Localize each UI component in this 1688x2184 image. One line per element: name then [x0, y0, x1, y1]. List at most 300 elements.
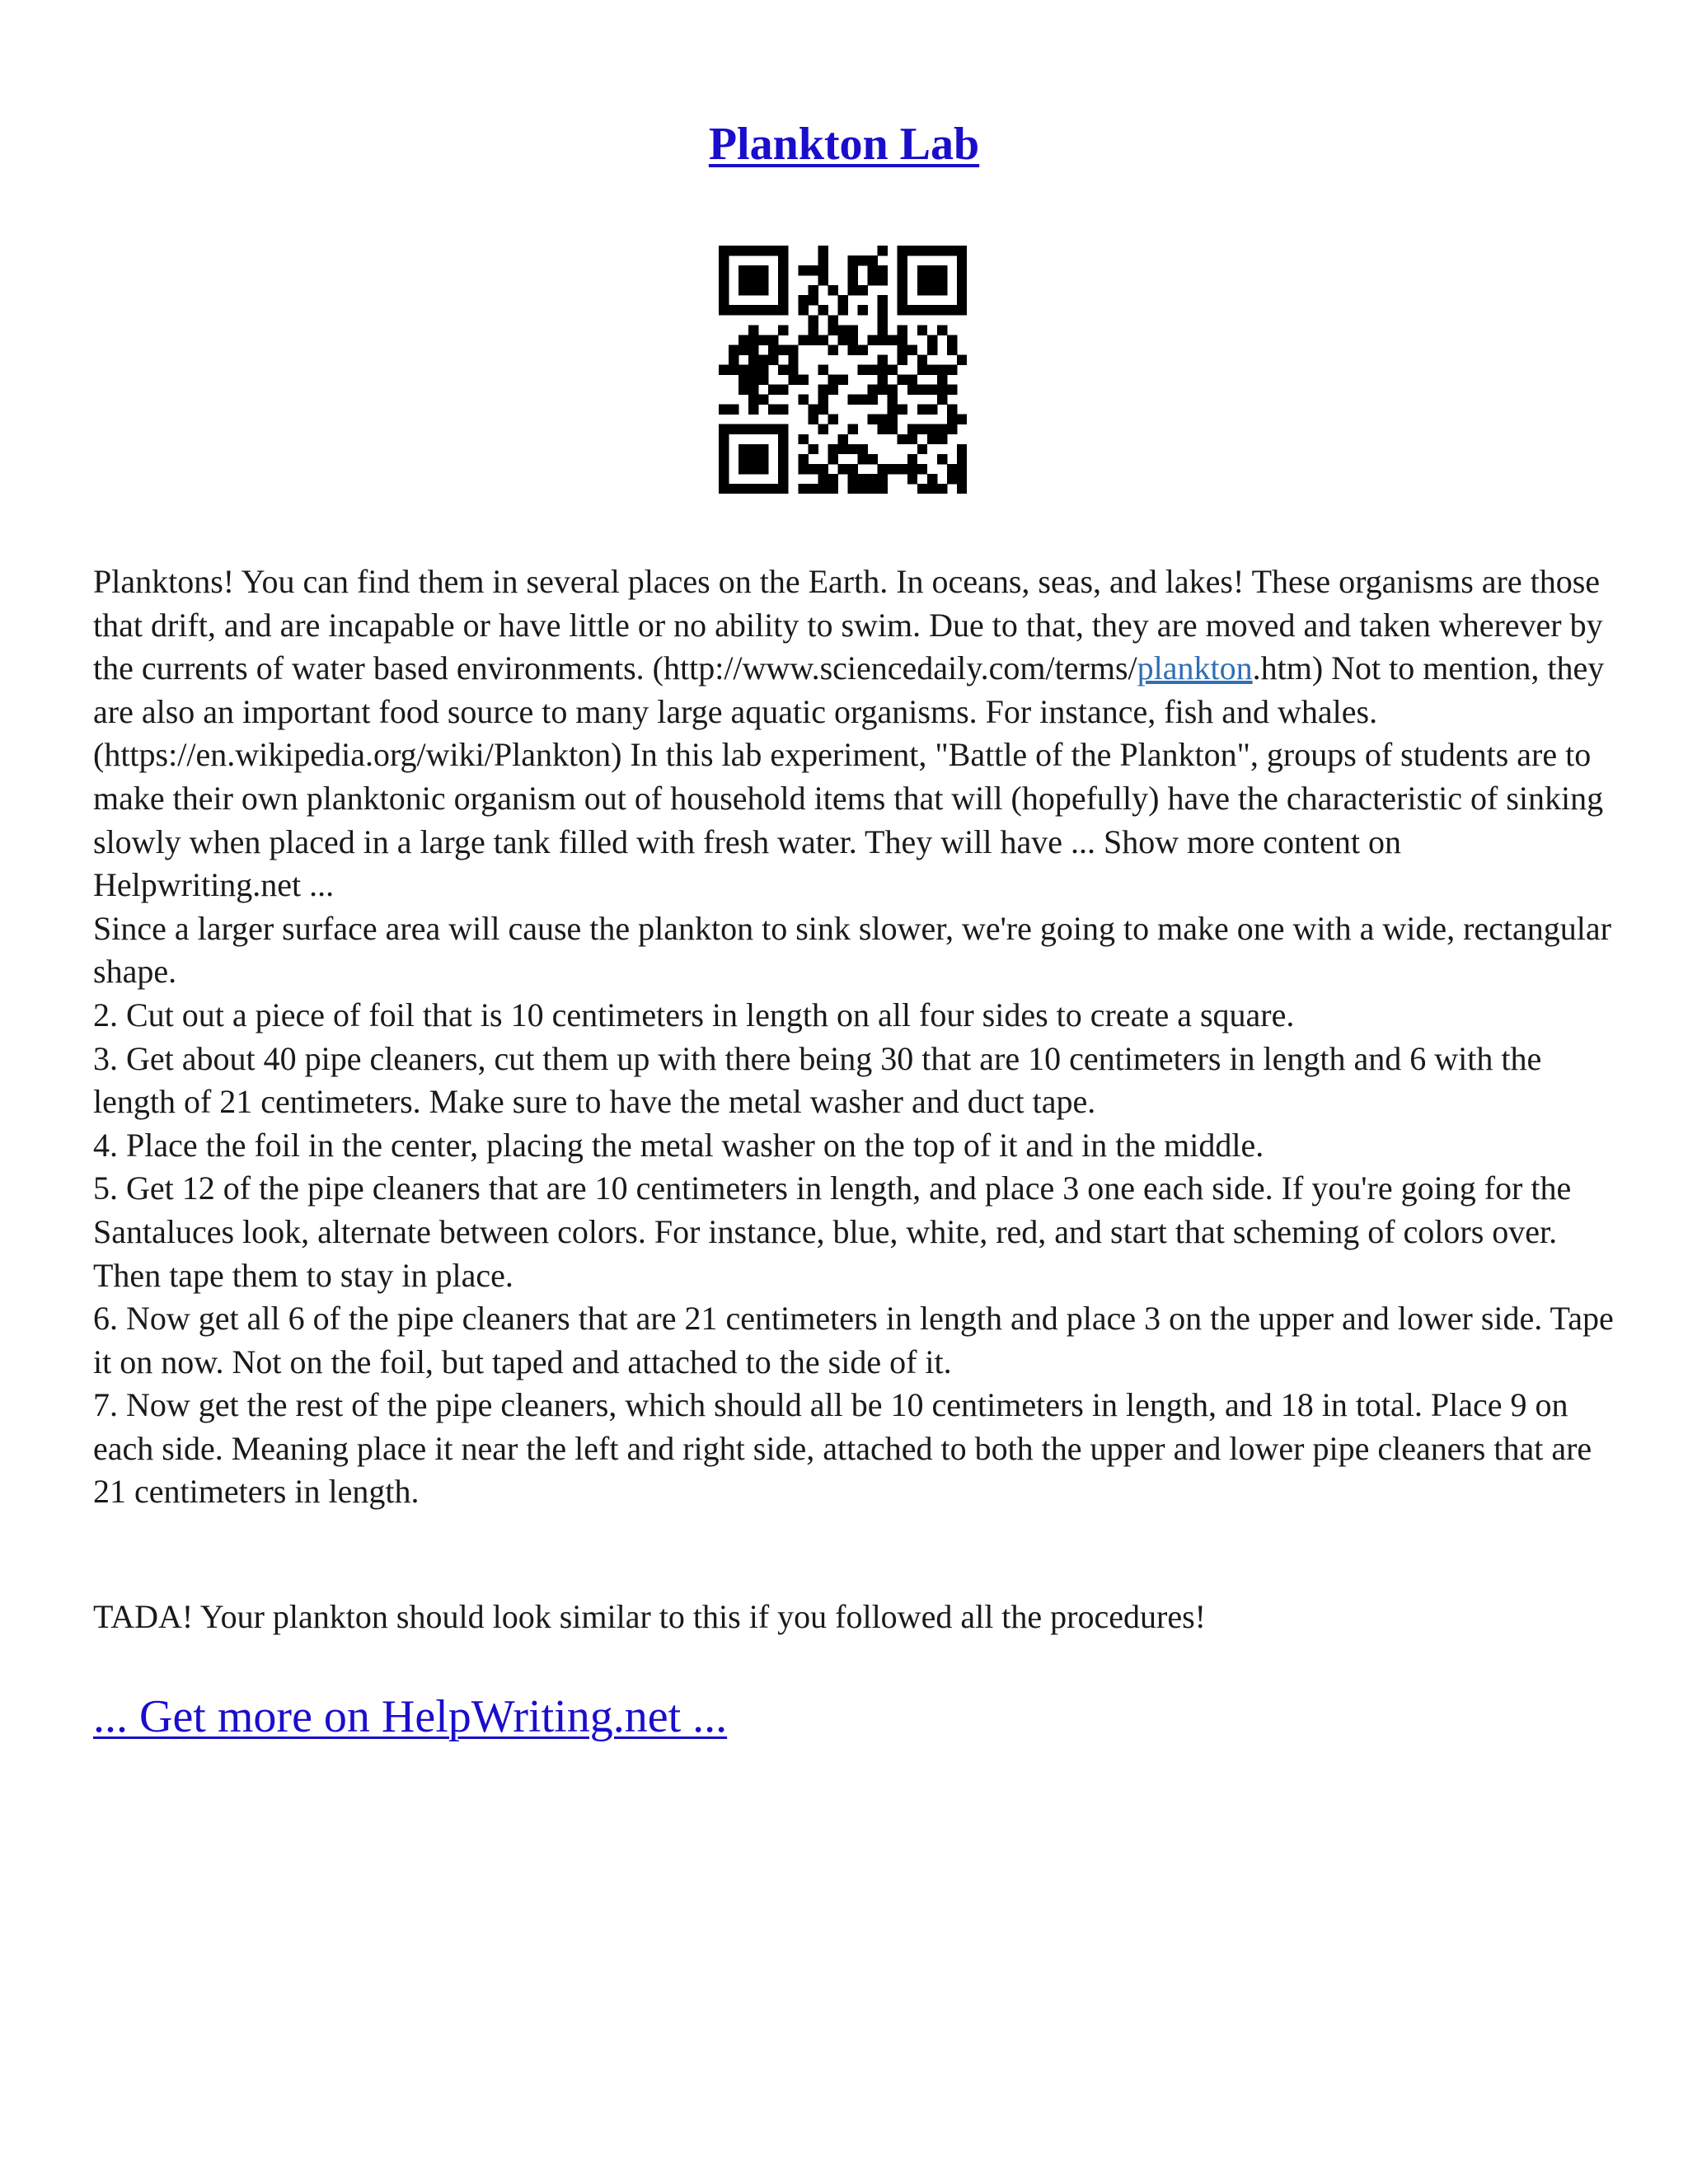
qr-module [828, 454, 837, 464]
qr-module [957, 444, 967, 454]
qr-module [947, 364, 957, 374]
qr-module [768, 424, 778, 434]
qr-module [719, 255, 729, 265]
qr-module [719, 275, 729, 285]
qr-module [848, 444, 858, 454]
qr-module [937, 454, 947, 464]
qr-module [738, 464, 748, 474]
qr-module [937, 424, 947, 434]
qr-module [719, 484, 729, 494]
qr-module [848, 484, 858, 494]
qr-module [878, 305, 888, 315]
qr-module [898, 375, 907, 385]
qr-module [848, 474, 858, 484]
qr-module [937, 285, 947, 295]
qr-module [729, 354, 738, 364]
qr-module [878, 275, 888, 285]
qr-module [748, 246, 758, 255]
qr-module [828, 444, 837, 454]
qr-module [947, 474, 957, 484]
qr-module [778, 344, 788, 354]
qr-module [907, 454, 917, 464]
qr-module [848, 395, 858, 405]
step-7: 7. Now get the rest of the pipe cleaners, which should all be 10 centimeters in length, and 18 in total. Place 9 on each side. Meaning place it near the left and right side, attached to both the upper and lower pipe cleaners that are 21 centimeters in length. [93, 1386, 1592, 1511]
qr-module [858, 255, 868, 265]
qr-module [837, 335, 847, 344]
qr-module [927, 246, 937, 255]
qr-module [957, 464, 967, 474]
qr-module [748, 464, 758, 474]
qr-module [818, 474, 828, 484]
qr-module [907, 305, 917, 315]
qr-module [758, 246, 768, 255]
qr-module [848, 325, 858, 335]
qr-module [828, 344, 837, 354]
qr-module [798, 395, 808, 405]
qr-module [927, 305, 937, 315]
qr-module [768, 405, 778, 415]
qr-module [888, 364, 898, 374]
qr-module [808, 325, 818, 335]
qr-module [927, 385, 937, 395]
qr-module [778, 385, 788, 395]
plankton-link[interactable]: plankton [1137, 649, 1253, 687]
qr-module [748, 444, 758, 454]
qr-module [758, 395, 768, 405]
page-title [0, 115, 1688, 173]
intro-text-part2: .htm) Not to mention, they are also an important food source to many large aquatic organisms. For instance, fish and whales. (https://en.wikipedia.org/wiki/Plankton) In this lab experiment, "Battle of the Plankton", groups of students are to make their own planktonic organism out of household items that will (hopefully) have the characteristic of sinking slowly when placed in a large tank filled with fresh water. They will have ... Show more content on Helpwriting.net ... [93, 649, 1605, 904]
qr-module [738, 265, 748, 275]
qr-module [719, 464, 729, 474]
qr-module [878, 474, 888, 484]
qr-module [738, 344, 748, 354]
qr-module [719, 364, 729, 374]
step-4: 4. Place the foil in the center, placing the metal washer on the top of it and in the middle. [93, 1126, 1264, 1164]
qr-module [808, 484, 818, 494]
qr-module [957, 265, 967, 275]
qr-module [798, 434, 808, 444]
qr-module [917, 484, 927, 494]
qr-module [947, 335, 957, 344]
qr-module [748, 305, 758, 315]
qr-module [858, 344, 868, 354]
qr-module [808, 464, 818, 474]
qr-module [848, 344, 858, 354]
qr-module [917, 424, 927, 434]
qr-module [868, 364, 878, 374]
qr-module [888, 464, 898, 474]
qr-module [778, 325, 788, 335]
qr-module [798, 305, 808, 315]
qr-module [719, 246, 729, 255]
qr-module [808, 444, 818, 454]
qr-module [927, 405, 937, 415]
qr-module [858, 474, 868, 484]
qr-module [808, 285, 818, 295]
qr-module [828, 325, 837, 335]
qr-module [778, 424, 788, 434]
qr-module [748, 364, 758, 374]
qr-module [957, 305, 967, 315]
qr-module [778, 434, 788, 444]
qr-module [729, 364, 738, 374]
qr-module [837, 444, 847, 454]
qr-module [798, 375, 808, 385]
qr-module [898, 275, 907, 285]
qr-module [818, 424, 828, 434]
qr-module [738, 375, 748, 385]
qr-module [758, 484, 768, 494]
qr-module [937, 305, 947, 315]
qr-module [888, 405, 898, 415]
qr-module [808, 295, 818, 305]
qr-module [878, 375, 888, 385]
qr-module [848, 424, 858, 434]
qr-module [798, 295, 808, 305]
intro-text-part1: Planktons! You can find them in several places on the Earth. In oceans, seas, and lakes! These organisms are those that drift, and are incapable or have little or no ability to swim. Due to that, they are moved and taken wherever by the currents of water based environments. (http://www.sciencedaily.com/terms/ [93, 563, 1603, 687]
qr-module [907, 474, 917, 484]
qr-module [778, 246, 788, 255]
qr-module [888, 424, 898, 434]
qr-module [898, 354, 907, 364]
qr-module [858, 444, 868, 454]
qr-module [719, 454, 729, 464]
qr-module [937, 265, 947, 275]
tada-paragraph: TADA! Your plankton should look similar to this if you followed all the procedures! [93, 1598, 1206, 1635]
qr-module [898, 255, 907, 265]
qr-module [947, 246, 957, 255]
qr-module [748, 275, 758, 285]
get-more-link[interactable]: ... Get more on HelpWriting.net ... [93, 1691, 728, 1742]
qr-module [758, 444, 768, 454]
qr-module [758, 265, 768, 275]
qr-module [758, 424, 768, 434]
qr-module [898, 335, 907, 344]
qr-module [748, 344, 758, 354]
qr-module [788, 375, 798, 385]
qr-module [758, 375, 768, 385]
qr-module [748, 375, 758, 385]
more-link-line [93, 1688, 727, 1746]
qr-module [788, 354, 798, 364]
qr-module [837, 305, 847, 315]
qr-module [937, 385, 947, 395]
qr-module [729, 405, 738, 415]
qr-module [818, 335, 828, 344]
qr-module [917, 385, 927, 395]
qr-module [878, 385, 888, 395]
qr-module [788, 344, 798, 354]
qr-module [748, 454, 758, 464]
qr-module [898, 464, 907, 474]
qr-module [898, 246, 907, 255]
qr-module [947, 305, 957, 315]
qr-module [878, 415, 888, 424]
qr-module [917, 364, 927, 374]
qr-module [848, 265, 858, 275]
qr-module [837, 295, 847, 305]
qr-module [927, 265, 937, 275]
qr-module [957, 275, 967, 285]
qr-module [848, 464, 858, 474]
qr-module [907, 424, 917, 434]
qr-module [917, 265, 927, 275]
qr-module [898, 405, 907, 415]
qr-module [878, 354, 888, 364]
qr-module [758, 305, 768, 315]
qr-module [848, 335, 858, 344]
qr-module [868, 474, 878, 484]
qr-module [748, 424, 758, 434]
step-6: 6. Now get all 6 of the pipe cleaners that are 21 centimeters in length and place 3 on the upper and lower side. Tape it on now. Not on the foil, but taped and attached to the side of it. [93, 1300, 1614, 1380]
qr-module [937, 434, 947, 444]
qr-module [947, 405, 957, 415]
qr-module [758, 354, 768, 364]
qr-module [868, 335, 878, 344]
qr-module [848, 255, 858, 265]
qr-module [738, 285, 748, 295]
qr-module [778, 444, 788, 454]
qr-module [947, 415, 957, 424]
qr-module [768, 305, 778, 315]
qr-module [818, 385, 828, 395]
qr-module [798, 464, 808, 474]
qr-module [748, 354, 758, 364]
qr-module [719, 434, 729, 444]
qr-module [937, 325, 947, 335]
qr-module [878, 335, 888, 344]
qr-module [828, 385, 837, 395]
qr-module [758, 464, 768, 474]
qr-module [719, 285, 729, 295]
qr-module [888, 395, 898, 405]
qr-module [778, 265, 788, 275]
qr-module [907, 434, 917, 444]
qr-module [927, 285, 937, 295]
qr-module [927, 484, 937, 494]
qr-module [729, 484, 738, 494]
qr-module [957, 255, 967, 265]
qr-module [828, 375, 837, 385]
qr-module [937, 375, 947, 385]
qr-module [878, 325, 888, 335]
qr-module [878, 484, 888, 494]
qr-module [937, 246, 947, 255]
step-3: 3. Get about 40 pipe cleaners, cut them up with there being 30 that are 10 centimeters in length and 6 with the length of 21 centimeters. Make sure to have the metal washer and duct tape. [93, 1039, 1542, 1121]
qr-module [858, 395, 868, 405]
qr-module [957, 474, 967, 484]
qr-module [719, 295, 729, 305]
qr-module [947, 424, 957, 434]
step-5: 5. Get 12 of the pipe cleaners that are 10 centimeters in length, and place 3 one each side. If you're going for the Santaluces look, alternate between colors. For instance, blue, white, red, and start that scheming of colors over. Then tape them to stay in place. [93, 1169, 1572, 1294]
qr-module [898, 325, 907, 335]
qr-module [748, 265, 758, 275]
qr-module [848, 285, 858, 295]
qr-module [738, 444, 748, 454]
qr-module [927, 474, 937, 484]
qr-module [878, 295, 888, 305]
qr-module [758, 454, 768, 464]
qr-module [927, 364, 937, 374]
qr-module [868, 265, 878, 275]
qr-module [778, 275, 788, 285]
qr-module [748, 484, 758, 494]
qr-module [878, 424, 888, 434]
qr-module [947, 344, 957, 354]
qr-module [907, 464, 917, 474]
title-link[interactable]: Plankton Lab [708, 119, 980, 170]
qr-module [917, 246, 927, 255]
qr-module [898, 285, 907, 295]
qr-module [937, 364, 947, 374]
qr-module [738, 454, 748, 464]
qr-module [868, 395, 878, 405]
qr-module [778, 405, 788, 415]
qr-module [917, 405, 927, 415]
qr-module [957, 285, 967, 295]
qr-module [768, 246, 778, 255]
qr-module [937, 275, 947, 285]
qr-module [719, 405, 729, 415]
qr-module [758, 285, 768, 295]
qr-module [758, 335, 768, 344]
qr-module [837, 464, 847, 474]
qr-module [907, 246, 917, 255]
qr-module [729, 246, 738, 255]
qr-module [748, 405, 758, 415]
qr-module [878, 265, 888, 275]
qr-module [927, 424, 937, 434]
qr-module [798, 265, 808, 275]
qr-module [898, 434, 907, 444]
qr-module [957, 454, 967, 464]
qr-module [818, 405, 828, 415]
qr-module [808, 335, 818, 344]
qr-module [898, 344, 907, 354]
qr-module [878, 315, 888, 325]
qr-module [927, 275, 937, 285]
qr-module [738, 275, 748, 285]
qr-module [917, 325, 927, 335]
qr-module [957, 354, 967, 364]
step-2: 2. Cut out a piece of foil that is 10 centimeters in length on all four sides to create a square. [93, 996, 1295, 1033]
qr-module [798, 484, 808, 494]
qr-module [837, 434, 847, 444]
qr-module [898, 305, 907, 315]
qr-module [957, 415, 967, 424]
qr-module [917, 444, 927, 454]
qr-module [778, 305, 788, 315]
qr-code-icon [719, 246, 967, 494]
qr-module [957, 295, 967, 305]
qr-module [818, 395, 828, 405]
qr-module [758, 275, 768, 285]
qr-module [868, 385, 878, 395]
qr-module [818, 246, 828, 255]
qr-module [898, 295, 907, 305]
qr-module [818, 265, 828, 275]
qr-module [778, 474, 788, 484]
qr-module [729, 424, 738, 434]
qr-module [738, 335, 748, 344]
qr-module [808, 265, 818, 275]
qr-module [748, 285, 758, 295]
qr-module [868, 484, 878, 494]
qr-module [828, 415, 837, 424]
qr-module [818, 305, 828, 315]
qr-module [818, 255, 828, 265]
qr-module [778, 464, 788, 474]
qr-module [878, 364, 888, 374]
qr-module [778, 484, 788, 494]
qr-module [937, 484, 947, 494]
qr-module [748, 335, 758, 344]
qr-module [927, 344, 937, 354]
qr-module [898, 265, 907, 275]
qr-module [748, 395, 758, 405]
qr-module [818, 275, 828, 285]
qr-module [878, 464, 888, 474]
qr-module [818, 364, 828, 374]
qr-module [719, 444, 729, 454]
qr-module [878, 246, 888, 255]
qr-module [937, 395, 947, 405]
qr-module [808, 415, 818, 424]
qr-module [738, 424, 748, 434]
qr-module [858, 454, 868, 464]
qr-module [828, 484, 837, 494]
qr-module [818, 484, 828, 494]
qr-module [927, 335, 937, 344]
qr-module [868, 255, 878, 265]
qr-module [858, 285, 868, 295]
qr-module [719, 305, 729, 315]
qr-module [858, 305, 868, 315]
qr-module [798, 335, 808, 344]
qr-module [868, 275, 878, 285]
qr-module [907, 344, 917, 354]
qr-module [858, 484, 868, 494]
qr-module [758, 364, 768, 374]
qr-module [947, 464, 957, 474]
qr-module [748, 325, 758, 335]
qr-module [957, 246, 967, 255]
qr-module [888, 335, 898, 344]
article-body [93, 560, 1614, 1514]
qr-module [917, 464, 927, 474]
qr-module [778, 285, 788, 295]
qr-module [768, 484, 778, 494]
qr-module [719, 265, 729, 275]
qr-module [837, 325, 847, 335]
qr-module [738, 364, 748, 374]
qr-module [917, 354, 927, 364]
qr-module [927, 434, 937, 444]
qr-module [768, 354, 778, 364]
paragraph-surface-area: Since a larger surface area will cause the plankton to sink slower, we're going to make one with a wide, rectangular shape. [93, 909, 1611, 991]
qr-module [848, 275, 858, 285]
qr-module [888, 415, 898, 424]
qr-module [917, 285, 927, 295]
qr-module [957, 484, 967, 494]
qr-module [738, 484, 748, 494]
qr-module [808, 405, 818, 415]
qr-module [828, 315, 837, 325]
qr-module [858, 364, 868, 374]
qr-module [907, 385, 917, 395]
qr-module [738, 305, 748, 315]
qr-module [738, 246, 748, 255]
